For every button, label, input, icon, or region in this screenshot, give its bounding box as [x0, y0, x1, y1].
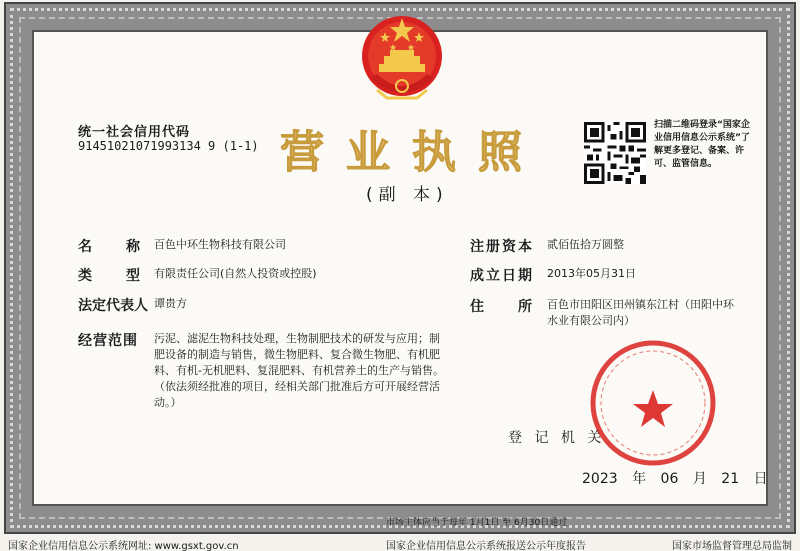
month-unit: 月 — [692, 471, 707, 487]
business-scope-label: 经营范围 — [78, 333, 138, 349]
address-label: 住 所 — [470, 299, 534, 315]
footer-report-note: 国家企业信用信息公示系统报送公示年度报告 — [386, 541, 586, 551]
issue-month: 06 — [660, 471, 679, 487]
national-emblem-icon — [357, 8, 447, 108]
address-value: 百色市田阳区田州镇东江村（田阳中环水业有限公司内） — [547, 298, 734, 327]
founded-date-label: 成立日期 — [470, 268, 534, 284]
registration-authority-label: 登 记 机 关 — [508, 430, 606, 446]
registered-capital-label: 注册资本 — [470, 239, 534, 255]
qr-code-icon — [584, 122, 646, 184]
type-value: 有限责任公司(自然人投资或控股) — [154, 267, 317, 280]
issue-day: 21 — [721, 471, 740, 487]
type-label: 类 型 — [78, 268, 142, 284]
page-title: 营业执照 — [280, 127, 544, 178]
name-value: 百色中环生物科技有限公司 — [154, 238, 286, 251]
footer-issuer: 国家市场监督管理总局监制 — [672, 541, 792, 551]
qr-instruction-text: 扫描二维码登录“国家企业信用信息公示系统”了解更多登记、备案、许可、监管信息。 — [654, 120, 750, 169]
annual-report-note: 市场主体应当于每年 1月1日 至 6月30日通过 — [386, 518, 568, 528]
footer-website: 国家企业信用信息公示系统网址: www.gsxt.gov.cn — [8, 541, 239, 551]
business-scope-value: 污泥、滤泥生物科技处理，生物制肥技术的研发与应用；制肥设备的制造与销售，微生物肥料、复合微生物肥、有机肥料、有机-无机肥料、复混肥料、有机营养土的生产与销售。（依法须经批准的项目，经相关部门批准后方可开展经营活动。） — [154, 332, 444, 409]
name-label: 名 称 — [78, 239, 142, 255]
credit-code-value: 91451021071993134 9 (1-1) — [78, 139, 259, 153]
issue-year: 2023 — [582, 471, 618, 487]
issue-date — [582, 468, 768, 488]
registered-capital-value: 贰佰伍拾万圆整 — [547, 238, 624, 251]
founded-date-value: 2013年05月31日 — [547, 267, 636, 280]
year-unit: 年 — [632, 471, 647, 487]
credit-code-label: 统一社会信用代码 — [78, 125, 191, 140]
footer — [0, 534, 800, 551]
day-unit: 日 — [753, 471, 768, 487]
page-subtitle: (副 本) — [366, 185, 449, 205]
legal-rep-label: 法定代表人 — [78, 298, 148, 314]
legal-rep-value: 谭贵方 — [154, 297, 187, 310]
official-seal-icon — [588, 338, 718, 468]
